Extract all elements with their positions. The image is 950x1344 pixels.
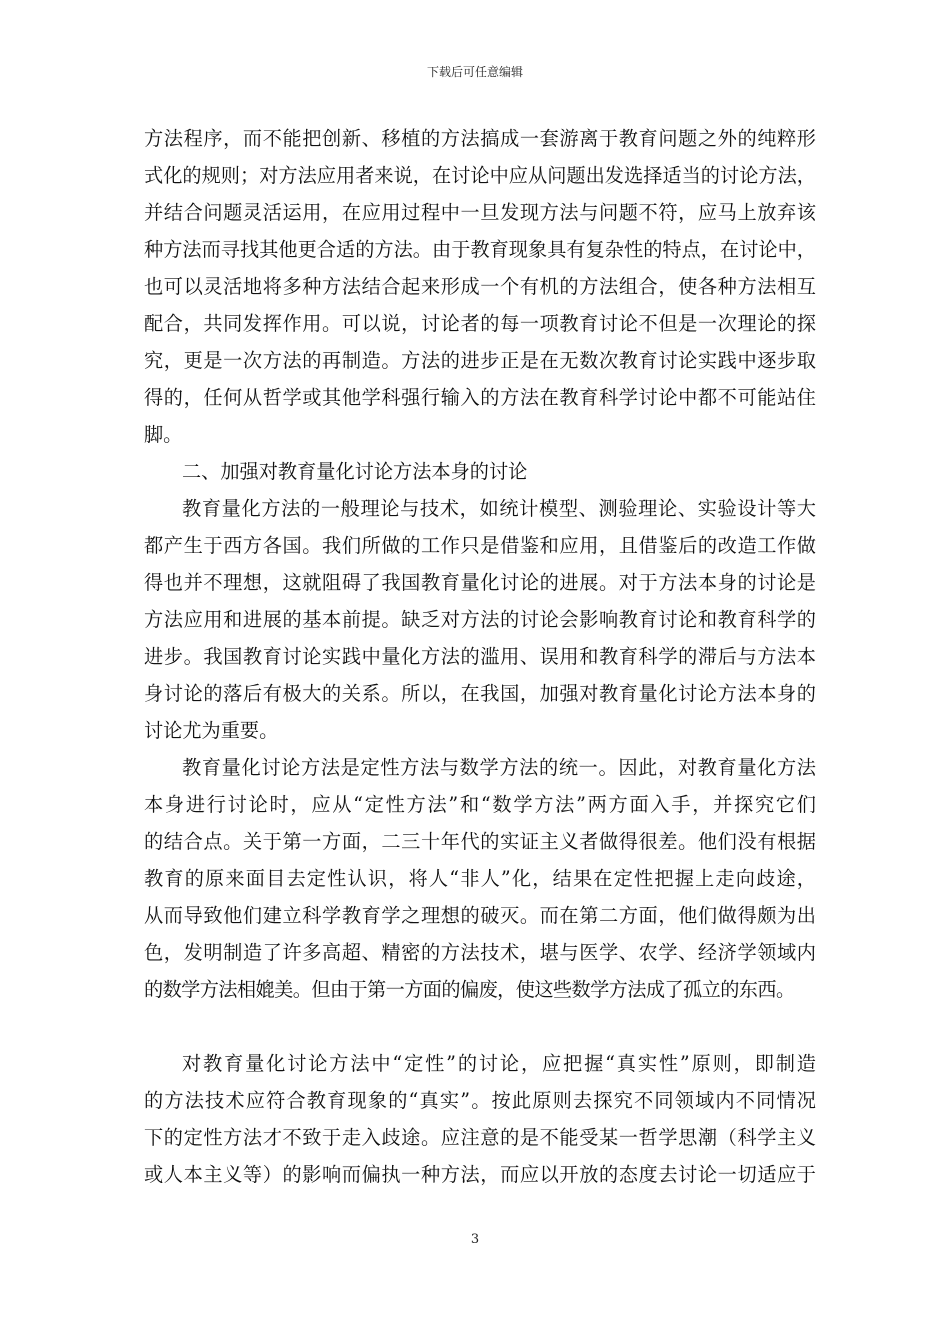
text-line: 教育量化方法的一般理论与技术，如统计模型、测验理论、实验设计等大 <box>182 497 816 520</box>
text-line: 脚。 <box>144 423 183 446</box>
text-line: 色，发明制造了许多高超、精密的方法技术，堪与医学、农学、经济学领域内 <box>144 941 816 964</box>
text-line: 并结合问题灵活运用，在应用过程中一旦发现方法与问题不符，应马上放弃该 <box>144 201 816 224</box>
text-line: 方法程序，而不能把创新、移植的方法搞成一套游离于教育问题之外的纯粹形 <box>144 127 816 150</box>
document-body <box>144 120 816 1193</box>
text-line: 究，更是一次方法的再制造。方法的进步正是在无数次教育讨论实践中逐步取 <box>144 349 816 372</box>
text-line: 对教育量化讨论方法中“定性”的讨论，应把握“真实性”原则，即制造 <box>182 1052 816 1075</box>
text-line: 方法应用和进展的基本前提。缺乏对方法的讨论会影响教育讨论和教育科学的 <box>144 608 816 631</box>
paragraph-quantitative-methods <box>144 490 816 749</box>
text-line: 教育量化讨论方法是定性方法与数学方法的统一。因此，对教育量化方法 <box>182 756 816 779</box>
text-line: 也可以灵活地将多种方法结合起来形成一个有机的方法组合，使各种方法相互 <box>144 275 816 298</box>
text-line: 从而导致他们建立科学教育学之理想的破灭。而在第二方面，他们做得颇为出 <box>144 904 816 927</box>
text-line: 式化的规则；对方法应用者来说，在讨论中应从问题出发选择适当的讨论方法， <box>144 164 816 187</box>
text-line: 得的，任何从哲学或其他学科强行输入的方法在教育科学讨论中都不可能站住 <box>144 386 816 409</box>
paragraph-spacer <box>144 1008 816 1045</box>
text-line: 种方法而寻找其他更合适的方法。由于教育现象具有复杂性的特点，在讨论中， <box>144 238 816 261</box>
paragraph-method-flexibility <box>144 120 816 453</box>
text-line: 下的定性方法才不致于走入歧途。应注意的是不能受某一哲学思潮（科学主义 <box>144 1126 816 1149</box>
text-line: 的数学方法相媲美。但由于第一方面的偏废，使这些数学方法成了孤立的东西。 <box>144 978 795 1001</box>
text-line: 进步。我国教育讨论实践中量化方法的滥用、误用和教育科学的滞后与方法本 <box>144 645 816 668</box>
paragraph-authenticity-principle <box>144 1045 816 1193</box>
paragraph-qualitative-mathematical <box>144 749 816 1008</box>
text-line: 的方法技术应符合教育现象的“真实”。按此原则去探究不同领域内不同情况 <box>144 1089 816 1112</box>
text-line: 本身进行讨论时，应从“定性方法”和“数学方法”两方面入手，并探究它们 <box>144 793 816 816</box>
text-line: 身讨论的落后有极大的关系。所以，在我国，加强对教育量化讨论方法本身的 <box>144 682 816 705</box>
text-line: 教育的原来面目去定性认识，将人“非人”化，结果在定性把握上走向歧途， <box>144 867 816 890</box>
text-line: 讨论尤为重要。 <box>144 719 279 742</box>
heading-text: 二、加强对教育量化讨论方法本身的讨论 <box>182 460 528 483</box>
text-line: 或人本主义等）的影响而偏执一种方法，而应以开放的态度去讨论一切适应于 <box>144 1163 816 1186</box>
section-heading <box>144 453 816 490</box>
text-line: 得也并不理想，这就阻碍了我国教育量化讨论的进展。对于方法本身的讨论是 <box>144 571 816 594</box>
text-line: 配合，共同发挥作用。可以说，讨论者的每一项教育讨论不但是一次理论的探 <box>144 312 816 335</box>
page-header: 下载后可任意编辑 <box>426 65 523 79</box>
text-line: 的结合点。关于第一方面，二三十年代的实证主义者做得很差。他们没有根据 <box>144 830 816 853</box>
text-line: 都产生于西方各国。我们所做的工作只是借鉴和应用，且借鉴后的改造工作做 <box>144 534 816 557</box>
page-number: 3 <box>470 1232 480 1247</box>
